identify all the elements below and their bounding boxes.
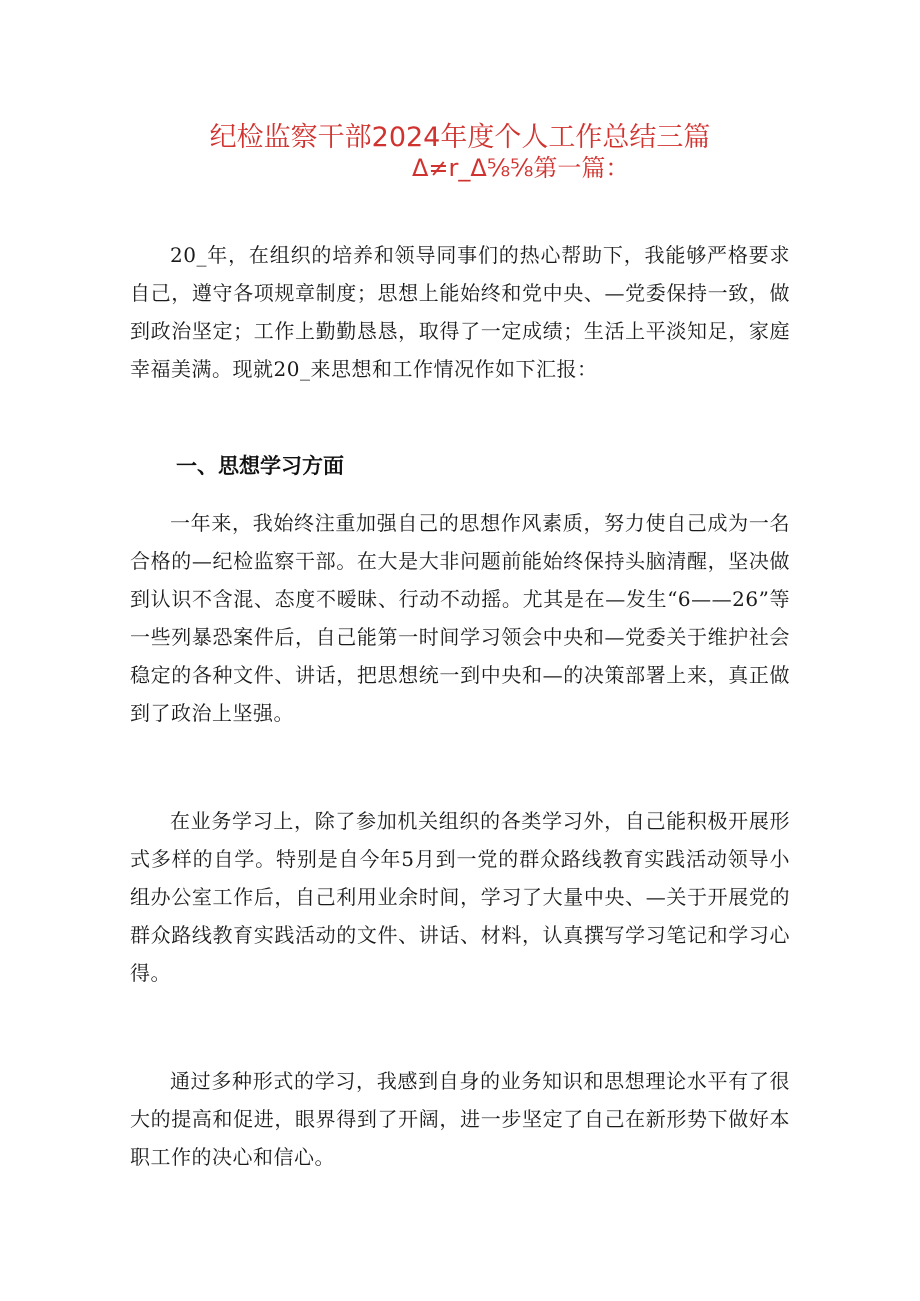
body-paragraph-2: 在业务学习上，除了参加机关组织的各类学习外，自己能积极开展形式多样的自学。特别是自今年5月到一党的群众路线教育实践活动领导小组办公室工作后，自己利用业余时间，学习了大量中央、—关于开展党的群众路线教育实践活动的文件、讲话、材料，认真撰写学习笔记和学习心得。 [130,809,790,985]
body-paragraph-1: 一年来，我始终注重加强自己的思想作风素质，努力使自己成为一名合格的—纪检监察干部。在大是大非问题前能始终保持头脑清醒，坚决做到认识不含混、态度不暧昧、行动不动摇。尤其是在—发生“6——26”等一些列暴恐案件后，自己能第一时间学习领会中央和—党委关于维护社会稳定的各种文件、讲话，把思想统一到中央和—的决策部署上来，真正做到了政治上坚强。 [130,511,790,725]
document-title: 纪检监察干部2024年度个人工作总结三篇 [209,122,711,153]
intro-paragraph: 20_年，在组织的培养和领导同事们的热心帮助下，我能够严格要求自己，遵守各项规章制度；思想上能始终和党中央、—党委保持一致，做到政治坚定；工作上勤勤恳恳，取得了一定成绩；生活上平淡知足，家庭幸福美满。现就20_来思想和工作情况作如下汇报： [130,243,790,381]
section-heading: 一、思想学习方面 [176,454,344,478]
body-paragraph-3: 通过多种形式的学习，我感到自身的业务知识和思想理论水平有了很大的提高和促进，眼界得到了开阔，进一步坚定了自己在新形势下做好本职工作的决心和信心。 [130,1069,790,1169]
document-subtitle: Δ≠r_Δ⅝⅝第一篇： [412,154,630,182]
